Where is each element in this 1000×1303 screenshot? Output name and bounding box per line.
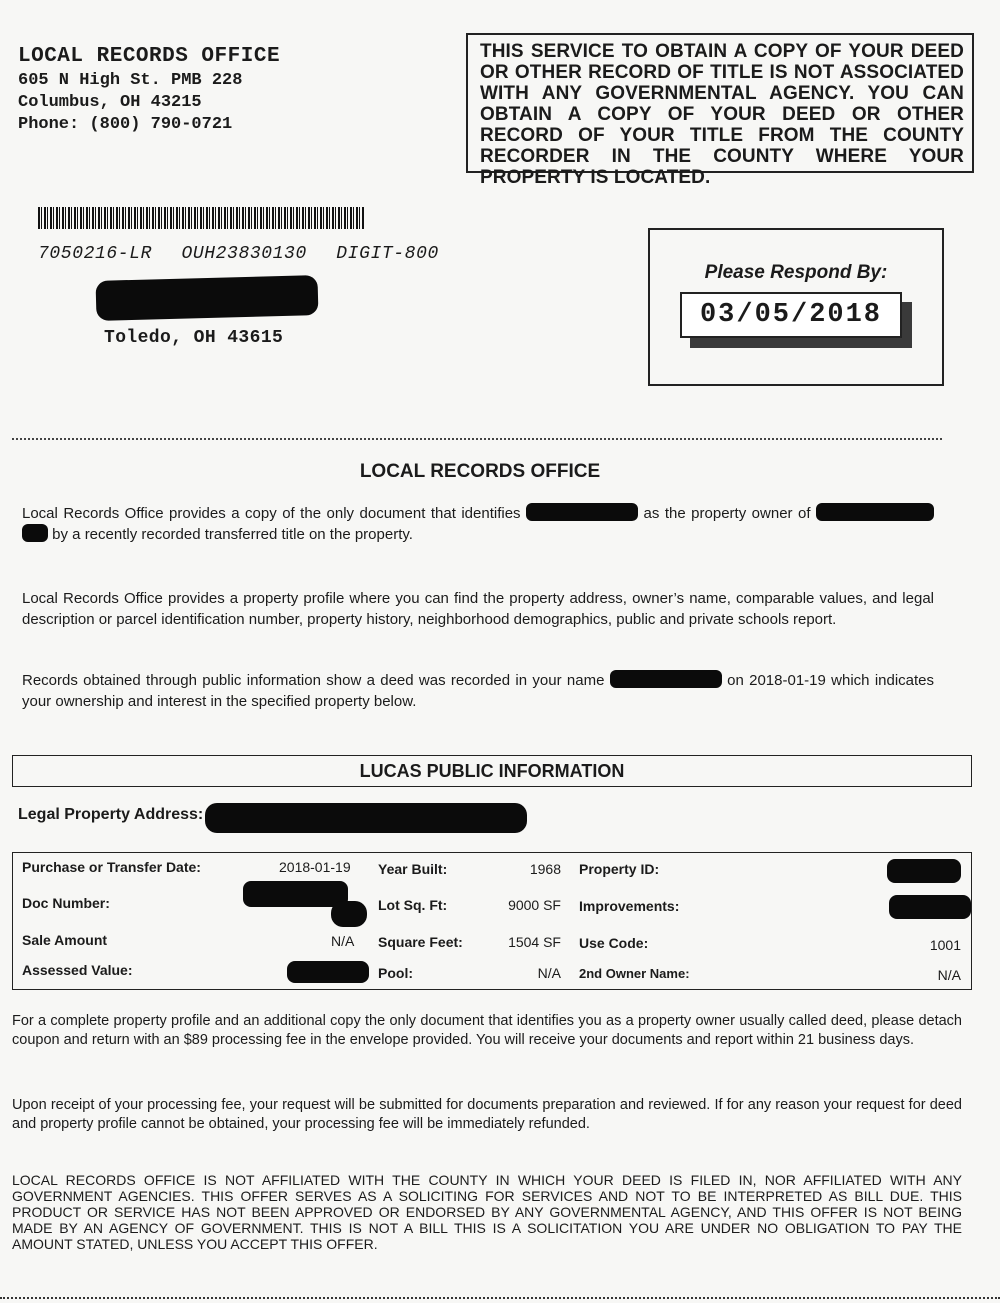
redacted-legal-address [205,803,527,833]
bottom-detach-line [0,1297,1000,1299]
redacted-doc-number-cont [331,901,367,927]
redacted-assessed-value [287,961,369,983]
body-title: LOCAL RECORDS OFFICE [359,461,601,482]
paragraph-refund: Upon receipt of your processing fee, your request will be submitted for documents preparation and reviewed. If for any reason your request for deed and property profile cannot be obtained, your processing fee will be immediately refunded. [12,1097,962,1132]
second-owner-label: 2nd Owner Name: [579,966,690,981]
p1-text-b: as the property owner of [643,505,811,522]
public-info-header: LUCAS PUBLIC INFORMATION [12,755,972,787]
improvements-label: Improvements: [579,898,680,914]
property-info-table [12,852,972,990]
property-id-label: Property ID: [579,861,660,877]
redacted-property-id [887,859,961,883]
redacted-owner-name-2 [610,670,722,688]
sale-amount-label: Sale Amount [22,932,108,948]
lot-sqft-label: Lot Sq. Ft: [378,897,448,913]
paragraph-profile: Local Records Office provides a property profile where you can find the property address, owner’s name, comparable values, and legal description or parcel identification number, property history, neighborhood demographics, public and private schools report. [22,590,934,628]
redacted-property [816,503,934,521]
purchase-date-value: 2018-01-19 [279,859,351,875]
disclaimer-box: THIS SERVICE TO OBTAIN A COPY OF YOUR DEED OR OTHER RECORD OF TITLE IS NOT ASSOCIATED WITH ANY GOVERNMENTAL AGENCY. YOU CAN OBTAIN A COPY OF YOUR DEED OR OTHER RECORD OF YOUR TITLE FROM THE COUNTY RECORDER IN THE COUNTY WHERE YOUR PROPERTY IS LOCATED. [466,33,974,173]
detach-line [12,438,942,440]
respond-by-box [648,228,944,386]
redacted-recipient-name [96,275,319,321]
pool-value: N/A [537,965,561,981]
sender-address-block [18,46,280,136]
respond-by-label: Please Respond By: [704,262,888,283]
tracking-code-1: 7050216-LR [38,244,153,264]
sale-amount-value: N/A [331,933,355,949]
recipient-city: Toledo, OH 43615 [104,328,284,348]
redacted-property-cont [22,524,48,542]
sender-street: 605 N High St. PMB 228 [18,71,243,90]
paragraph-deed-record [22,670,934,712]
square-feet-value: 1504 SF [508,934,561,950]
sender-city: Columbus, OH 43215 [18,93,202,112]
p3-text-b: on 2018-01-19 which indicates your ownership and interest in the specified property below. [22,672,935,710]
tracking-code-3: DIGIT-800 [336,244,439,264]
doc-number-label: Doc Number: [22,895,110,911]
purchase-date-label: Purchase or Transfer Date: [22,859,201,875]
sender-phone: Phone: (800) 790-0721 [18,115,233,134]
p1-text-c: by a recently recorded transferred title on the property. [52,526,413,543]
paragraph-ownership [22,503,934,545]
year-built-value: 1968 [529,861,561,877]
use-code-label: Use Code: [579,935,649,951]
use-code-value: 1001 [929,937,961,953]
square-feet-label: Square Feet: [378,934,463,950]
paragraph-offer: For a complete property profile and an additional copy the only document that identifies you as a property owner usually called deed, please detach coupon and return with an $89 processing fee in the envelope provided. You will receive your documents and report within 21 business days. [12,1013,962,1048]
sender-name: LOCAL RECORDS OFFICE [18,45,281,68]
tracking-codes [38,244,457,264]
p3-text-a: Records obtained through public information show a deed was recorded in your name [22,672,605,689]
respond-by-date: 03/05/2018 [680,292,902,338]
barcode [38,207,364,229]
second-owner-value: N/A [937,967,961,983]
pool-label: Pool: [378,965,413,981]
assessed-value-label: Assessed Value: [22,962,133,978]
paragraph-legal-notice: LOCAL RECORDS OFFICE IS NOT AFFILIATED WITH THE COUNTY IN WHICH YOUR DEED IS FILED IN, NOR AFFILIATED WITH ANY GOVERNMENT AGENCIES. THIS OFFER SERVES AS A SOLICITING FOR SERVICES AND NOT TO BE INTERPRETED AS BILL DUE. THIS PRODUCT OR SERVICE HAS NOT BEEN APPROVED OR ENDORSED BY ANY GOVERNMENTAL AGENCY, AND THIS OFFER IS NOT BEING MADE BY AN AGENCY OF GOVERNMENT. THIS IS NOT A BILL THIS IS A SOLICITATION YOU ARE UNDER NO OBLIGATION TO PAY THE AMOUNT STATED, UNLESS YOU ACCEPT THIS OFFER. [12,1172,962,1252]
legal-address-label: Legal Property Address: [18,806,204,823]
year-built-label: Year Built: [378,861,448,877]
redacted-doc-number [243,881,348,907]
tracking-code-2: OUH23830130 [181,244,307,264]
lot-sqft-value: 9000 SF [508,897,561,913]
redacted-owner-name [526,503,638,521]
p1-text-a: Local Records Office provides a copy of the only document that identifies [22,505,521,522]
redacted-improvements [889,895,971,919]
